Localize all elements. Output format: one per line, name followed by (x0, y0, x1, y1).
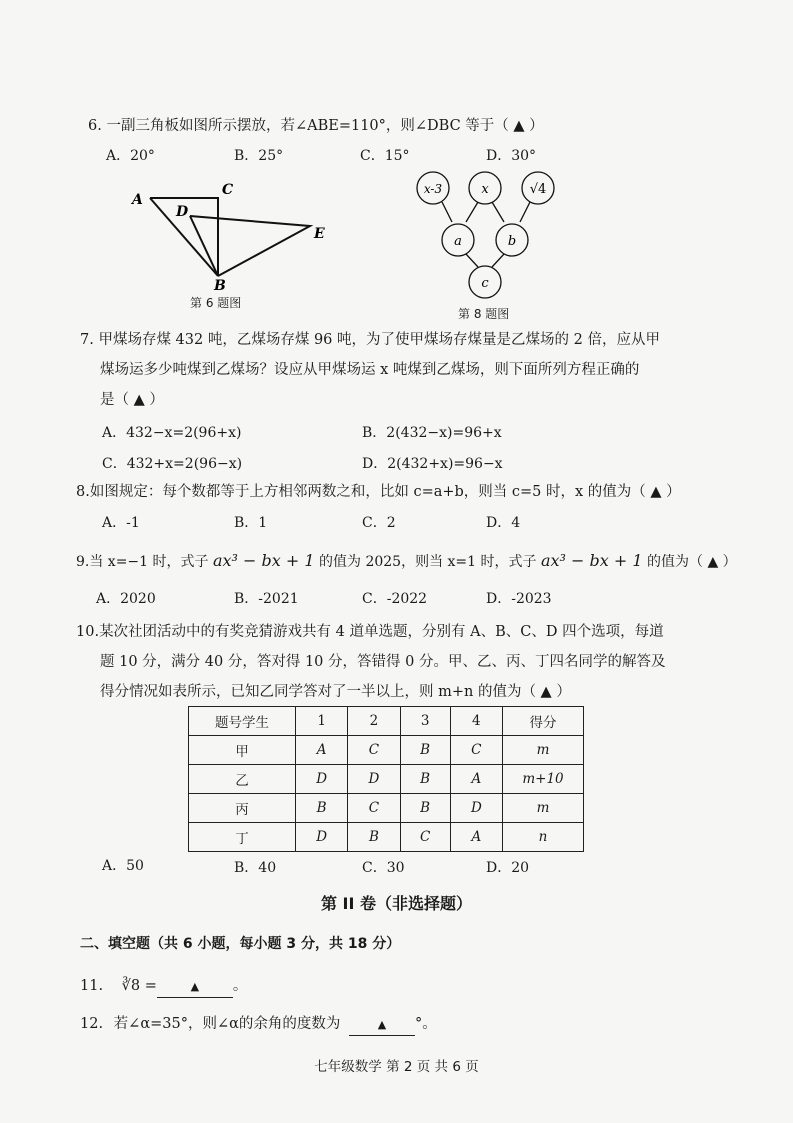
table-cell: 丁 (189, 823, 296, 852)
q10-score-table (188, 706, 584, 852)
table-row (189, 823, 584, 852)
q12-answer-blank: ▲ (349, 1015, 415, 1036)
q8-option-b: B．1 (234, 515, 268, 531)
q6-figure-caption: 第 6 题图 (190, 296, 242, 310)
q6-label-e: E (314, 226, 325, 242)
q10-option-d: D．20 (486, 860, 530, 876)
section-2-heading: 二、填空题（共 6 小题，每小题 3 分，共 18 分） (80, 936, 401, 952)
q9-option-c: C．-2022 (362, 591, 428, 607)
q11-answer-blank: ▲ (157, 977, 233, 998)
q6-label-a: A (132, 192, 143, 208)
q8-node-x: x (481, 182, 489, 197)
q10-option-c: C．30 (362, 860, 405, 876)
table-cell: C (348, 794, 400, 823)
table-cell: m (503, 794, 584, 823)
q9-stem-b: 的值为 2025，则当 x=1 时，式子 (314, 554, 541, 570)
table-cell: m+10 (503, 765, 584, 794)
table-cell: C (348, 736, 400, 765)
q8-figure-caption: 第 8 题图 (458, 307, 510, 321)
q9-number: 9. (76, 554, 90, 570)
q10-stem-1: 某次社团活动中的有奖竞猜游戏共有 4 道单选题，分别有 A、B、C、D 四个选项，每道 (99, 624, 664, 640)
q10-stem-3: 得分情况如表所示，已知乙同学答对了一半以上，则 m+n 的值为（ ▲ ） (100, 684, 571, 700)
q7-stem-1: 甲煤场存煤 432 吨，乙煤场存煤 96 吨，为了使甲煤场存煤量是乙煤场的 2 倍，应从甲 (98, 332, 660, 348)
q10-number: 10. (76, 624, 100, 640)
q11-expression: ∛8 = (121, 978, 157, 994)
table-row (189, 765, 584, 794)
table-cell: D (450, 794, 502, 823)
q7-option-a: A．432−x=2(96+x) (102, 425, 242, 441)
table-cell: B (348, 823, 400, 852)
q7-stem-3: 是（ ▲ ） (100, 392, 164, 408)
q6-number: 6. (88, 118, 102, 134)
q9-option-a: A．2020 (96, 591, 156, 607)
q6-option-a: A．20° (106, 148, 155, 164)
q8-stem: 如图规定：每个数都等于上方相邻两数之和，比如 c=a+b，则当 c=5 时，x 的值为（ ▲ ） (89, 484, 681, 500)
q6-option-d: D．30° (486, 148, 537, 164)
table-header-cell: 得分 (503, 707, 584, 736)
q8-figure (410, 170, 570, 300)
q7-number: 7. (80, 332, 94, 348)
q8-node-x-minus-3: x-3 (423, 182, 443, 196)
q8-node-a: a (454, 234, 462, 249)
q6-stem: 一副三角板如图所示摆放，若∠ABE=110°，则∠DBC 等于（ ▲ ） (106, 118, 544, 134)
q9-expression-2: ax³ − bx + 1 (540, 551, 643, 570)
q9-text (76, 551, 737, 572)
q7-text-line1 (80, 330, 660, 350)
table-cell: D (296, 765, 348, 794)
q8-node-b: b (507, 234, 517, 249)
q6-figure (120, 176, 340, 294)
q10-text-line1 (76, 622, 664, 642)
q7-option-c: C．432+x=2(96−x) (102, 456, 243, 472)
q10-stem-2: 题 10 分，满分 40 分，答对得 10 分，答错得 0 分。甲、乙、丙、丁四名同学的解答及 (100, 654, 666, 670)
q11-text (80, 976, 247, 998)
table-cell: 乙 (189, 765, 296, 794)
q12-number: 12. (80, 1016, 104, 1032)
q9-stem-a: 当 x=−1 时，式子 (89, 554, 213, 570)
q6-label-b: B (214, 278, 226, 294)
table-cell: C (450, 736, 502, 765)
table-header-cell: 2 (348, 707, 400, 736)
table-cell: n (503, 823, 584, 852)
table-header-row (189, 707, 584, 736)
q6-option-c: C．15° (360, 148, 410, 164)
section-2-title: 第 II 卷（非选择题） (320, 894, 473, 913)
q12-text (80, 1014, 437, 1036)
q11-tail: 。 (232, 978, 248, 994)
q8-node-c: c (481, 276, 489, 291)
q6-label-d: D (176, 204, 189, 220)
q8-option-c: C．2 (362, 515, 396, 531)
table-cell: B (400, 765, 450, 794)
q7-option-d: D．2(432+x)=96−x (362, 456, 503, 472)
page-footer: 七年级数学 第 2 页 共 6 页 (314, 1059, 479, 1075)
table-cell: m (503, 736, 584, 765)
q6-set-square-b (190, 216, 310, 276)
q8-option-a: A．-1 (102, 515, 140, 531)
table-row (189, 736, 584, 765)
q9-option-b: B．-2021 (234, 591, 299, 607)
table-cell: 甲 (189, 736, 296, 765)
q6-text (88, 116, 544, 136)
q9-stem-c: 的值为（ ▲ ） (642, 554, 737, 570)
table-header-cell: 1 (296, 707, 348, 736)
q12-tail: °。 (415, 1016, 437, 1032)
q8-option-d: D．4 (486, 515, 521, 531)
q10-option-b: B．40 (234, 860, 277, 876)
table-cell: B (296, 794, 348, 823)
q6-segment-db (190, 216, 218, 276)
table-cell: A (450, 765, 502, 794)
q9-expression-1: ax³ − bx + 1 (212, 551, 315, 570)
q10-option-a: A．50 (102, 858, 144, 874)
table-cell: C (400, 823, 450, 852)
q9-option-d: D．-2023 (486, 591, 552, 607)
table-header-cell: 题号学生 (189, 707, 296, 736)
table-row (189, 794, 584, 823)
table-cell: 丙 (189, 794, 296, 823)
table-cell: B (400, 736, 450, 765)
table-cell: B (400, 794, 450, 823)
q12-stem: 若∠α=35°，则∠α的余角的度数为 (113, 1016, 341, 1032)
q7-option-b: B．2(432−x)=96+x (362, 425, 502, 441)
q6-label-c: C (222, 182, 234, 198)
q8-text (76, 482, 681, 502)
table-header-cell: 3 (400, 707, 450, 736)
table-cell: D (348, 765, 400, 794)
q6-option-b: B．25° (234, 148, 284, 164)
table-header-cell: 4 (450, 707, 502, 736)
table-cell: A (296, 736, 348, 765)
q11-number: 11. (80, 978, 104, 994)
table-cell: A (450, 823, 502, 852)
q8-node-sqrt4: √4 (529, 182, 547, 197)
table-cell: D (296, 823, 348, 852)
q7-stem-2: 煤场运多少吨煤到乙煤场？设应从甲煤场运 x 吨煤到乙煤场，则下面所列方程正确的 (100, 362, 640, 378)
q8-number: 8. (76, 484, 90, 500)
